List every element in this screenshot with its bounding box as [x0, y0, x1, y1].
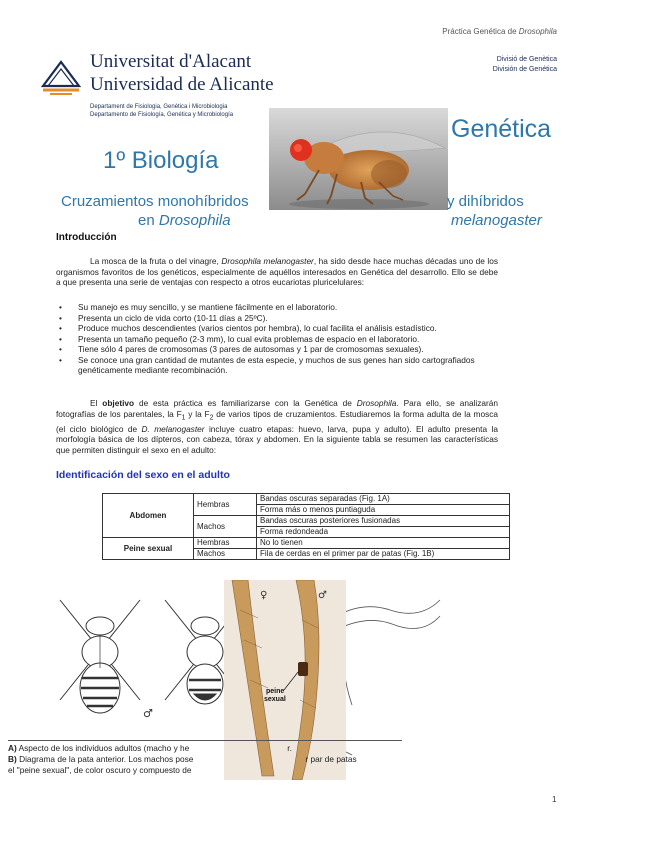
peine-label-2: sexual	[264, 696, 286, 703]
obj-text-a: El	[90, 398, 103, 408]
fly-drawing-female	[60, 600, 140, 713]
header-text: Práctica Genética de	[442, 27, 517, 36]
obj-sub-1: 1	[181, 414, 186, 422]
subtitle-part3	[138, 212, 231, 229]
header-italic: Drosophila	[518, 27, 557, 36]
obj-text-e: de varios tipos de cruzamientos. Estudiaremos la forma adulta de la mosca (el ciclo biológico de	[56, 408, 498, 434]
list-item: • Tiene sólo 4 pares de cromosomas (3 pares de autosomas y 1 par de cromosomas sexuales).	[56, 344, 498, 355]
caption-b-text: Diagrama de la pata anterior. Los machos pose	[16, 754, 194, 764]
intro-text-a: La mosca de la fruta o del vinagre,	[90, 256, 222, 266]
running-header	[442, 27, 557, 36]
table-cell-peine: Peine sexual	[103, 538, 194, 560]
list-item: • Presenta un ciclo de vida corto (10-11 días a 25ºC).	[56, 313, 498, 324]
table-cell: Forma redondeada	[257, 527, 510, 538]
university-logo-icon	[40, 56, 82, 98]
advantages-list	[56, 302, 498, 376]
caption-a-label: A)	[8, 743, 17, 753]
table-cell-machos: Machos	[194, 549, 257, 560]
table-row	[103, 538, 510, 549]
page-number: 1	[552, 795, 557, 804]
table-cell-hembras: Hembras	[194, 538, 257, 549]
subtitle-part2: y dihíbridos	[447, 193, 524, 210]
table-cell: Bandas oscuras separadas (Fig. 1A)	[257, 494, 510, 505]
table-cell: Fila de cerdas en el primer par de patas (Fig. 1B)	[257, 549, 510, 560]
obj-text-d: y la F	[185, 408, 210, 419]
male-symbol-drawing: ♂	[143, 707, 153, 720]
intro-species: Drosophila melanogaster	[221, 256, 314, 266]
table-cell: Bandas oscuras posteriores fusionadas	[257, 516, 510, 527]
fruit-fly-photo	[269, 108, 448, 210]
subtitle-en: en	[138, 212, 155, 229]
table-cell-machos: Machos	[194, 516, 257, 538]
caption-a-tail: r.	[287, 743, 292, 753]
subtitle-drosophila: Drosophila	[158, 212, 231, 229]
intro-text-b: , ha sido desde hace muchas décadas uno de los organismos favoritos de los genéticos, especialmente de aquéllos interesados en Genética del desarrollo. Ello se debe a que presenta una serie de ventajas con respecto a otros eucariotas pluricelulares:	[56, 256, 498, 287]
caption-line-c	[8, 765, 408, 776]
male-symbol-photo: ♂	[318, 590, 327, 601]
list-item: • Presenta un tamaño pequeño (2-3 mm), lo cual evita problemas de espacio en el laboratorio.	[56, 334, 498, 345]
section-heading: Identificación del sexo en el adulto	[56, 469, 230, 481]
caption-c-text: el "peine sexual", de color oscuro y compuesto de	[8, 765, 192, 775]
intro-paragraph	[56, 256, 498, 288]
obj-sub-2: 2	[209, 414, 214, 422]
department-spanish: Departamento de Fisiología, Genética y Microbiología	[90, 112, 234, 118]
list-item: • Produce muchos descendientes (varios cientos por hembra), lo cual facilita el análisis estadístico.	[56, 323, 498, 334]
obj-bold: objetivo	[102, 398, 135, 408]
peine-label-1: peine	[266, 688, 285, 695]
caption-line-a	[8, 743, 408, 754]
caption-rule	[8, 740, 402, 741]
university-name-spanish: Universidad de Alicante	[90, 74, 274, 95]
sex-identification-table	[102, 493, 510, 560]
caption-b-tail: r par de patas	[305, 754, 357, 764]
caption-b-label: B)	[8, 754, 17, 764]
obj-italic-2: D. melanogaster	[141, 423, 205, 434]
obj-italic-1: Drosophila	[356, 398, 397, 408]
table-row	[103, 494, 510, 505]
division-spanish: División de Genética	[492, 66, 557, 73]
subject-title: Genética	[451, 115, 552, 143]
table-cell-abdomen: Abdomen	[103, 494, 194, 538]
obj-text-f: incluye cuatro etapas: huevo, larva, pupa y adulto). El adulto presenta la morfología básica de los dípteros, con cabeza, tórax y abdomen. En la siguiente tabla se resumen las características que permiten distinguir el sexo en el adulto:	[56, 423, 498, 455]
division-valencian: Divisió de Genètica	[496, 56, 557, 63]
table-cell: Forma más o menos puntiaguda	[257, 505, 510, 516]
course-title: 1º Biología	[103, 147, 219, 174]
caption-a-text: Aspecto de los individuos adultos (macho y he	[16, 743, 190, 753]
list-item: • Se conoce una gran cantidad de mutantes de esta especie, y muchos de sus genes han sido cartografiados genéticamente mediante recombinación.	[56, 355, 498, 376]
subtitle-part1: Cruzamientos monohíbridos	[61, 193, 249, 210]
table-cell-hembras: Hembras	[194, 494, 257, 516]
subtitle-melanogaster: melanogaster	[451, 212, 542, 229]
obj-text-c: . Para ello, se analizarán fotografías de los parentales, la F	[56, 398, 498, 419]
female-symbol-photo: ♀	[260, 590, 268, 601]
table-cell: No lo tienen	[257, 538, 510, 549]
objective-paragraph	[56, 398, 498, 455]
intro-heading: Introducción	[56, 232, 117, 243]
caption-line-b	[8, 754, 408, 765]
department-valencian: Departament de Fisiologia, Genètica i Microbiologia	[90, 104, 228, 110]
obj-text-b: de esta práctica es familiarizarse con la Genética de	[134, 398, 357, 408]
list-item: • Su manejo es muy sencillo, y se mantiene fácilmente en el laboratorio.	[56, 302, 498, 313]
university-name-valencian: Universitat d'Alacant	[90, 51, 252, 72]
